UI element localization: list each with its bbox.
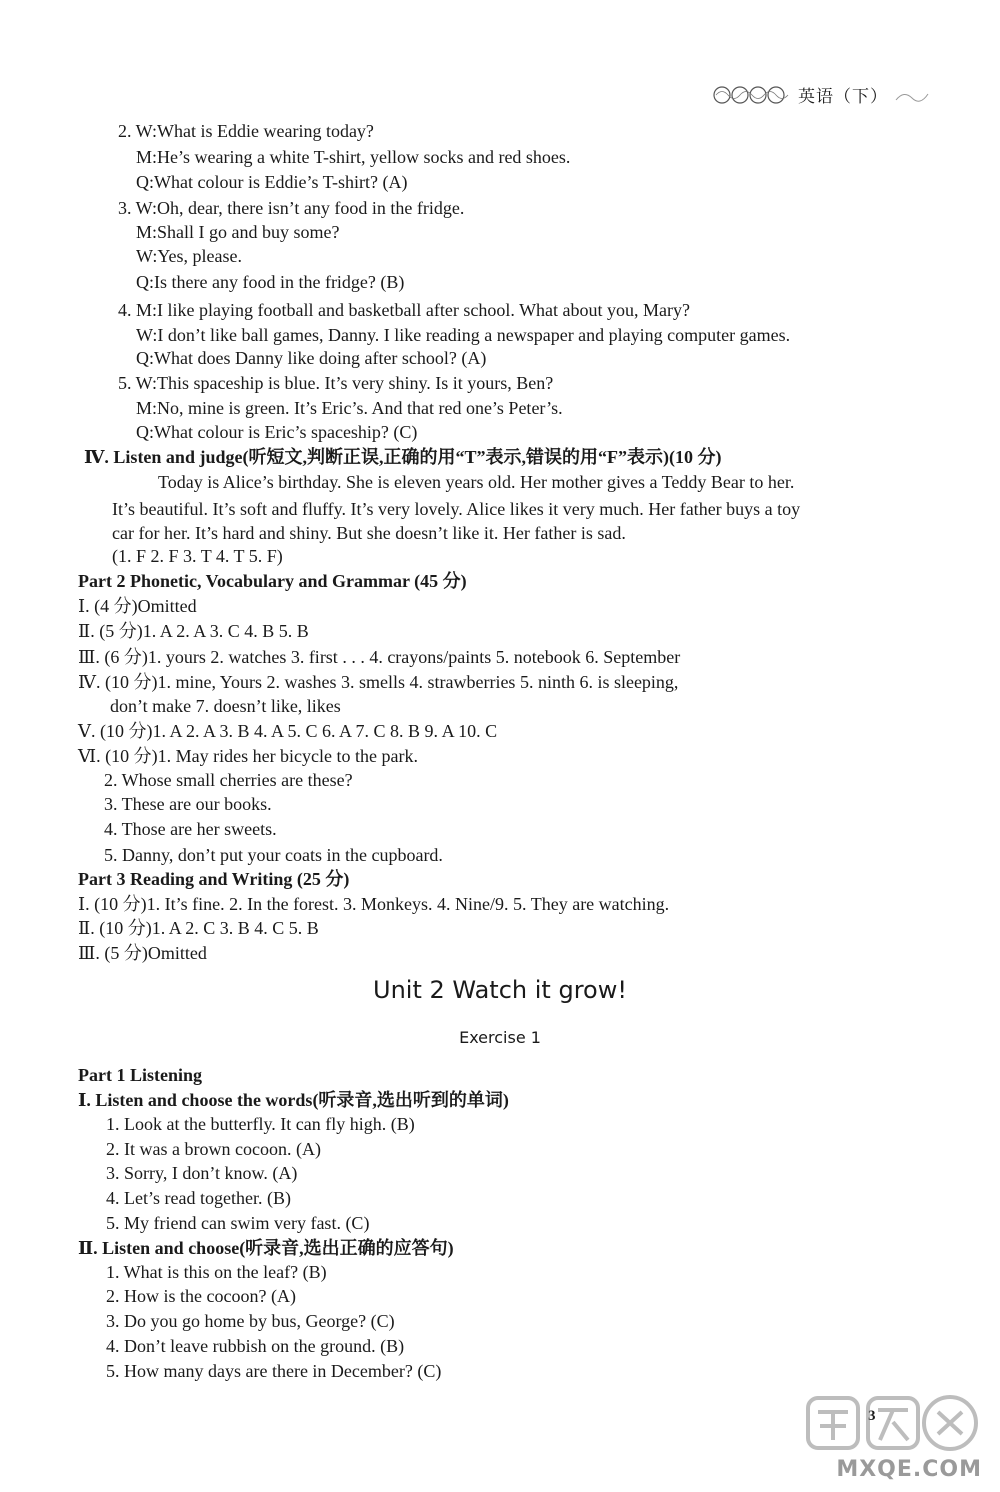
answer-line: Today is Alice’s birthday. She is eleven years old. Her mother gives a Teddy Bear to her. bbox=[158, 472, 795, 492]
answer-line: 1. Look at the butterfly. It can fly high. (B) bbox=[106, 1114, 415, 1134]
header-decoration-icon bbox=[712, 84, 792, 106]
answer-line: 4. M:I like playing football and basketball after school. What about you, Mary? bbox=[118, 300, 691, 320]
header-subject: 英语（下） bbox=[798, 87, 888, 107]
answer-line: 4. Those are her sweets. bbox=[104, 819, 277, 839]
answer-line: Ⅲ. (5 分)Omitted bbox=[78, 943, 207, 963]
answer-line: 5. W:This spaceship is blue. It’s very shiny. Is it yours, Ben? bbox=[118, 373, 554, 393]
answer-line: Ⅲ. (6 分)1. yours 2. watches 3. first . . . 4. crayons/paints 5. notebook 6. September bbox=[78, 647, 681, 667]
answer-line: 5. Danny, don’t put your coats in the cupboard. bbox=[104, 845, 443, 865]
answer-line: 1. What is this on the leaf? (B) bbox=[106, 1262, 327, 1282]
unit-title: Unit 2 Watch it grow! bbox=[373, 976, 627, 1004]
answer-line: W:I don’t like ball games, Danny. I like reading a newspaper and playing computer games. bbox=[136, 325, 791, 345]
answer-line: 5. My friend can swim very fast. (C) bbox=[106, 1213, 370, 1233]
answer-line: Ⅰ. (10 分)1. It’s fine. 2. In the forest. 3. Monkeys. 4. Nine/9. 5. They are watching. bbox=[78, 894, 670, 914]
answer-line: (1. F 2. F 3. T 4. T 5. F) bbox=[112, 546, 283, 566]
answer-line: Q:Is there any food in the fridge? (B) bbox=[136, 272, 405, 292]
answer-line: Ⅰ. (4 分)Omitted bbox=[78, 596, 197, 616]
answer-line: don’t make 7. doesn’t like, likes bbox=[110, 696, 341, 716]
section-heading: Part 3 Reading and Writing (25 分) bbox=[78, 869, 350, 889]
answer-line: 5. How many days are there in December? (C) bbox=[106, 1361, 442, 1381]
section-heading: Ⅰ. Listen and choose the words(听录音,选出听到的单词) bbox=[78, 1090, 509, 1110]
answer-line: M:Shall I go and buy some? bbox=[136, 222, 340, 242]
answer-line: Ⅱ. (5 分)1. A 2. A 3. C 4. B 5. B bbox=[78, 621, 309, 641]
answer-line: M:He’s wearing a white T-shirt, yellow socks and red shoes. bbox=[136, 147, 571, 167]
answer-line: Q:What does Danny like doing after school? (A) bbox=[136, 348, 487, 368]
exercise-title: Exercise 1 bbox=[459, 1028, 541, 1047]
section-heading: Ⅱ. Listen and choose(听录音,选出正确的应答句) bbox=[78, 1238, 454, 1258]
answer-line: 3. W:Oh, dear, there isn’t any food in the fridge. bbox=[118, 198, 465, 218]
section-heading: Part 2 Phonetic, Vocabulary and Grammar (45 分) bbox=[78, 571, 467, 591]
answer-line: 4. Let’s read together. (B) bbox=[106, 1188, 291, 1208]
answer-line: Q:What colour is Eric’s spaceship? (C) bbox=[136, 422, 418, 442]
answer-line: It’s beautiful. It’s soft and fluffy. It’s very lovely. Alice likes it very much. Her father buys a toy bbox=[112, 499, 801, 519]
answer-line: 2. How is the cocoon? (A) bbox=[106, 1286, 296, 1306]
page-number: 3 bbox=[868, 1408, 876, 1424]
answer-line: 3. Sorry, I don’t know. (A) bbox=[106, 1163, 298, 1183]
section-heading: Part 1 Listening bbox=[78, 1065, 202, 1085]
answer-line: 4. Don’t leave rubbish on the ground. (B) bbox=[106, 1336, 405, 1356]
section-heading: Ⅳ. Listen and judge(听短文,判断正误,正确的用“T”表示,错误的用“F”表示)(10 分) bbox=[84, 447, 722, 467]
answer-line: Ⅴ. (10 分)1. A 2. A 3. B 4. A 5. C 6. A 7. C 8. B 9. A 10. C bbox=[78, 721, 498, 741]
answer-line: 2. Whose small cherries are these? bbox=[104, 770, 353, 790]
answer-line: 3. Do you go home by bus, George? (C) bbox=[106, 1311, 395, 1331]
header-tail-decoration-icon bbox=[894, 88, 930, 102]
answer-line: car for her. It’s hard and shiny. But she doesn’t like it. Her father is sad. bbox=[112, 523, 626, 543]
answer-line: Ⅵ. (10 分)1. May rides her bicycle to the park. bbox=[78, 746, 419, 766]
page-header bbox=[712, 82, 930, 107]
answer-line: Q:What colour is Eddie’s T-shirt? (A) bbox=[136, 172, 408, 192]
answer-line: Ⅱ. (10 分)1. A 2. C 3. B 4. C 5. B bbox=[78, 918, 319, 938]
answer-line: 2. It was a brown cocoon. (A) bbox=[106, 1139, 321, 1159]
answer-line: 2. W:What is Eddie wearing today? bbox=[118, 121, 374, 141]
answer-line: 3. These are our books. bbox=[104, 794, 272, 814]
answer-line: Ⅳ. (10 分)1. mine, Yours 2. washes 3. smells 4. strawberries 5. ninth 6. is sleeping, bbox=[78, 672, 679, 692]
watermark-url: MXQE.COM bbox=[836, 1457, 982, 1482]
answer-line: M:No, mine is green. It’s Eric’s. And that red one’s Peter’s. bbox=[136, 398, 563, 418]
answer-line: W:Yes, please. bbox=[136, 246, 242, 266]
